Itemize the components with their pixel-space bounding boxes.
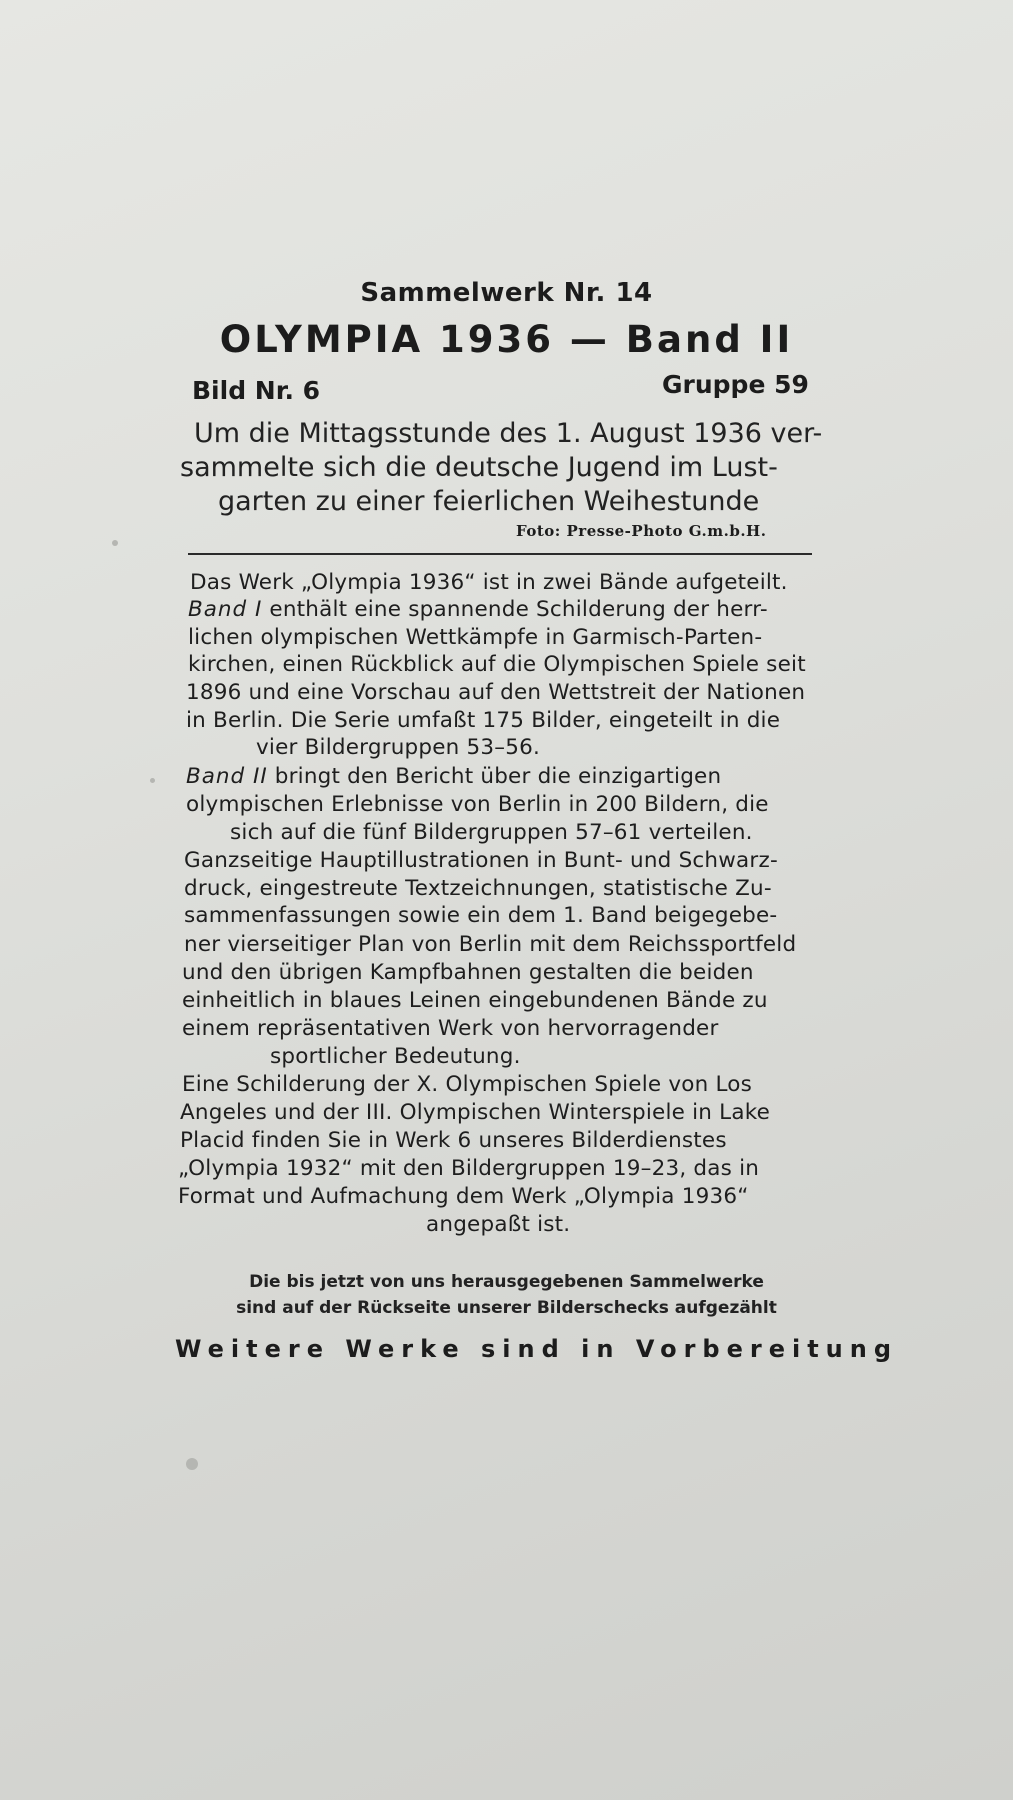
image-number: Bild Nr. 6 bbox=[192, 376, 321, 405]
body-line bbox=[190, 570, 788, 595]
note-line-2: sind auf der Rückseite unserer Bilderschecks aufgezählt bbox=[236, 1298, 777, 1318]
body-text: Placid finden Sie in Werk 6 unseres Bilderdienstes bbox=[180, 1128, 727, 1153]
body-line bbox=[184, 876, 772, 901]
body-text: „Olympia 1932“ mit den Bildergruppen 19–23, das in bbox=[178, 1156, 760, 1181]
body-text: ner vierseitiger Plan von Berlin mit dem Reichssportfeld bbox=[184, 932, 797, 957]
body-text: vier Bildergruppen 53–56. bbox=[256, 735, 541, 760]
caption-line-3: garten zu einer feierlichen Weihestunde bbox=[218, 486, 760, 517]
page-title: OLYMPIA 1936 — Band II bbox=[219, 318, 794, 361]
body-text: angepaßt ist. bbox=[426, 1212, 571, 1237]
body-line bbox=[184, 903, 777, 928]
body-line bbox=[186, 792, 769, 817]
body-line bbox=[182, 960, 754, 985]
body-line bbox=[186, 708, 780, 733]
body-line bbox=[188, 625, 762, 650]
divider-rule bbox=[188, 553, 812, 555]
body-text: Eine Schilderung der X. Olympischen Spiele von Los bbox=[182, 1072, 753, 1097]
body-line bbox=[188, 652, 806, 677]
body-text: und den übrigen Kampfbahnen gestalten die beiden bbox=[182, 960, 754, 985]
body-line bbox=[180, 1128, 727, 1153]
body-line bbox=[186, 764, 721, 789]
body-text: einem repräsentativen Werk von hervorragender bbox=[182, 1016, 719, 1041]
body-text: 1896 und eine Vorschau auf den Wettstreit der Nationen bbox=[186, 680, 806, 705]
paper-speck bbox=[150, 778, 155, 783]
body-line bbox=[270, 1044, 521, 1069]
volume-label: Band II bbox=[186, 764, 268, 789]
body-text: olympischen Erlebnisse von Berlin in 200 Bildern, die bbox=[186, 792, 769, 817]
note-line-1: Die bis jetzt von uns herausgegebenen Sammelwerke bbox=[249, 1272, 764, 1292]
body-text: lichen olympischen Wettkämpfe in Garmisch-Parten- bbox=[188, 625, 763, 650]
body-line bbox=[178, 1156, 759, 1181]
body-line bbox=[182, 1072, 752, 1097]
footer-text: Weitere Werke sind in Vorbereitung bbox=[175, 1335, 899, 1363]
paper-speck bbox=[186, 1458, 198, 1470]
body-line bbox=[184, 932, 796, 957]
body-text: sportlicher Bedeutung. bbox=[270, 1044, 521, 1069]
body-line bbox=[180, 1100, 770, 1125]
paper-speck bbox=[112, 540, 118, 546]
body-text: kirchen, einen Rückblick auf die Olympischen Spiele seit bbox=[188, 652, 806, 677]
body-line bbox=[426, 1212, 570, 1237]
body-text: Angeles und der III. Olympischen Winterspiele in Lake bbox=[180, 1100, 771, 1125]
body-text: sammenfassungen sowie ein dem 1. Band beigegebe- bbox=[184, 903, 778, 928]
body-line bbox=[182, 988, 768, 1013]
body-line bbox=[184, 848, 778, 873]
volume-label: Band I bbox=[188, 597, 263, 622]
body-text: Format und Aufmachung dem Werk „Olympia 1936“ bbox=[178, 1184, 749, 1209]
body-text: in Berlin. Die Serie umfaßt 175 Bilder, eingeteilt in die bbox=[186, 708, 781, 733]
caption-line-1: Um die Mittagsstunde des 1. August 1936 ver- bbox=[194, 418, 823, 449]
body-line bbox=[256, 735, 540, 760]
body-line bbox=[188, 597, 768, 622]
body-line bbox=[182, 1016, 719, 1041]
body-line bbox=[186, 680, 805, 705]
group-number: Gruppe 59 bbox=[662, 370, 809, 399]
body-line bbox=[178, 1184, 749, 1209]
body-text: einheitlich in blaues Leinen eingebundenen Bände zu bbox=[182, 988, 768, 1013]
body-text: enthält eine spannende Schilderung der herr- bbox=[262, 597, 768, 622]
body-text: bringt den Bericht über die einzigartigen bbox=[267, 764, 722, 789]
series-label: Sammelwerk Nr. 14 bbox=[360, 278, 653, 308]
body-line bbox=[230, 820, 753, 845]
body-text: Das Werk „Olympia 1936“ ist in zwei Bände aufgeteilt. bbox=[190, 570, 788, 595]
photo-credit: Foto: Presse-Photo G.m.b.H. bbox=[516, 522, 767, 540]
body-text: druck, eingestreute Textzeichnungen, statistische Zu- bbox=[184, 876, 772, 901]
caption-line-2: sammelte sich die deutsche Jugend im Lust- bbox=[180, 452, 778, 483]
body-text: sich auf die fünf Bildergruppen 57–61 verteilen. bbox=[230, 820, 753, 845]
body-text: Ganzseitige Hauptillustrationen in Bunt- und Schwarz- bbox=[184, 848, 778, 873]
